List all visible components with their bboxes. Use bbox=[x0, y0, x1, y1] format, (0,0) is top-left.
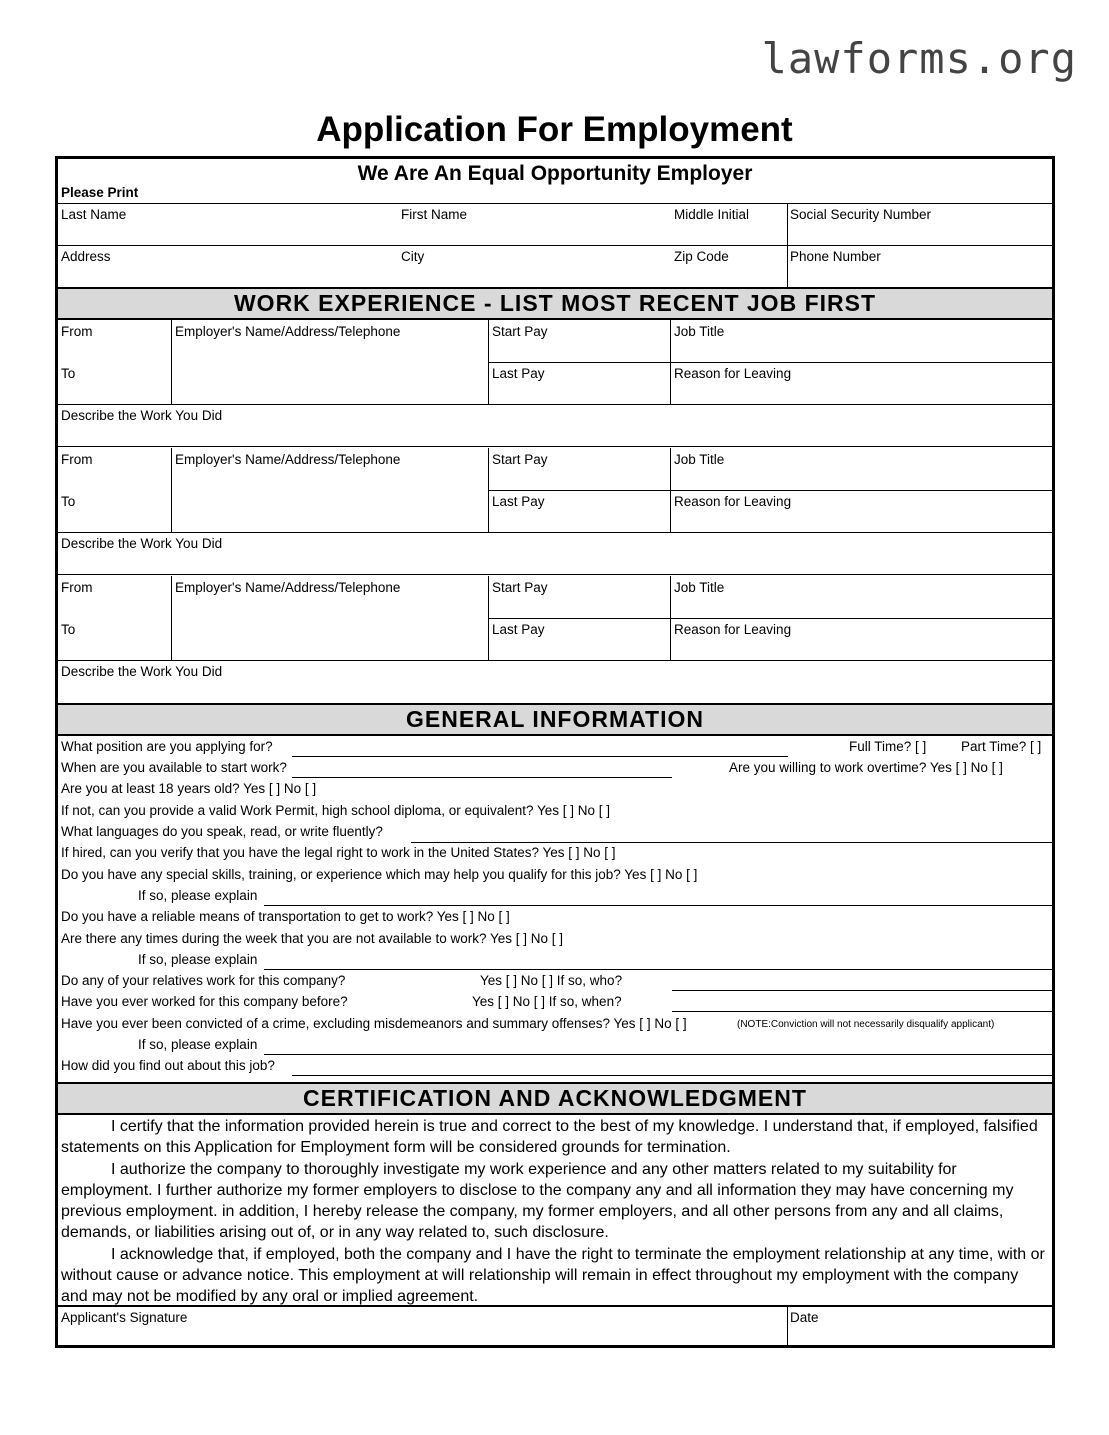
job3-start-pay[interactable]: Start Pay bbox=[492, 580, 548, 595]
job1-describe[interactable]: Describe the Work You Did bbox=[61, 408, 223, 423]
certification-paragraph-2: I authorize the company to thoroughly investigate my work experience and any other matters related to my suitability for employment. I further authorize my former employers to disclose to the company any and all information they may have concerning my previous employment. in addition, I hereby release the company, my former employers, and all other persons from any and all claims, demands, or liabilities arising out of, or in any way related to, such disclosure. bbox=[61, 1160, 1014, 1242]
start-date-question: When are you available to start work? bbox=[61, 760, 287, 775]
middle-initial-label: Middle Initial bbox=[674, 207, 750, 222]
job1-job-title[interactable]: Job Title bbox=[674, 324, 725, 339]
first-name-label: First Name bbox=[401, 207, 468, 222]
signature-field[interactable] bbox=[61, 1310, 187, 1325]
worked-before-yes-no[interactable]: Yes [ ] No [ ] If so, when? bbox=[472, 994, 622, 1009]
general-information-heading: GENERAL INFORMATION bbox=[58, 703, 1052, 736]
job1-last-pay[interactable]: Last Pay bbox=[492, 366, 545, 381]
job3-reason[interactable]: Reason for Leaving bbox=[674, 622, 792, 637]
first-name-field[interactable] bbox=[401, 207, 467, 222]
address-field[interactable] bbox=[61, 249, 111, 264]
overtime-question[interactable]: Are you willing to work overtime? Yes [ ] No [ ] bbox=[729, 760, 1003, 775]
job3-job-title[interactable]: Job Title bbox=[674, 580, 725, 595]
phone-label: Phone Number bbox=[790, 249, 881, 264]
certification-text bbox=[61, 1116, 1046, 1308]
job3-from[interactable]: From bbox=[61, 580, 93, 595]
languages-question: What languages do you speak, read, or write fluently? bbox=[61, 824, 383, 839]
certification-paragraph-1: I certify that the information provided herein is true and correct to the best of my knowledge. I understand that, if employed, falsified statements on this Application for Employment form will be considered grounds for termination. bbox=[61, 1118, 1038, 1157]
position-question: What position are you applying for? bbox=[61, 739, 273, 754]
job1-from[interactable]: From bbox=[61, 324, 93, 339]
zip-label: Zip Code bbox=[674, 249, 729, 264]
relatives-who-input[interactable] bbox=[672, 990, 1052, 991]
transportation-question[interactable]: Do you have a reliable means of transportation to get to work? Yes [ ] No [ ] bbox=[61, 909, 510, 924]
page-title: Application For Employment bbox=[316, 110, 793, 149]
start-date-input[interactable] bbox=[292, 777, 672, 778]
work-experience-heading: WORK EXPERIENCE - LIST MOST RECENT JOB FIRST bbox=[58, 287, 1052, 320]
job-source-input[interactable] bbox=[292, 1075, 1052, 1076]
conviction-explain-label: If so, please explain bbox=[138, 1037, 258, 1052]
job1-start-pay[interactable]: Start Pay bbox=[492, 324, 548, 339]
job3-employer[interactable]: Employer's Name/Address/Telephone bbox=[175, 580, 401, 595]
job2-reason[interactable]: Reason for Leaving bbox=[674, 494, 792, 509]
job1-employer[interactable]: Employer's Name/Address/Telephone bbox=[175, 324, 401, 339]
last-name-field[interactable] bbox=[61, 207, 126, 222]
job1-to[interactable]: To bbox=[61, 366, 76, 381]
job2-employer[interactable]: Employer's Name/Address/Telephone bbox=[175, 452, 401, 467]
special-skills-question[interactable]: Do you have any special skills, training, or experience which may help you qualify for this job? Yes [ ] No [ ] bbox=[61, 867, 698, 882]
full-time-option[interactable]: Full Time? [ ] bbox=[849, 739, 927, 754]
date-field[interactable] bbox=[790, 1310, 819, 1325]
availability-explain-label: If so, please explain bbox=[138, 952, 258, 967]
job3-describe[interactable]: Describe the Work You Did bbox=[61, 664, 223, 679]
zip-field[interactable] bbox=[674, 249, 729, 264]
ssn-label: Social Security Number bbox=[790, 207, 932, 222]
job2-to[interactable]: To bbox=[61, 494, 76, 509]
conviction-explain-input[interactable] bbox=[264, 1054, 1052, 1055]
job2-job-title[interactable]: Job Title bbox=[674, 452, 725, 467]
site-watermark: lawforms.org bbox=[761, 34, 1077, 83]
last-name-label: Last Name bbox=[61, 207, 127, 222]
form-subtitle: We Are An Equal Opportunity Employer bbox=[357, 162, 753, 185]
certification-paragraph-3: I acknowledge that, if employed, both the company and I have the right to terminate the employment relationship at any time, with or without cause or advance notice. This employment at will relationship will remain in effect throughout my employment with the company and may not be modified by any oral or implied agreement. bbox=[61, 1245, 1045, 1306]
job2-start-pay[interactable]: Start Pay bbox=[492, 452, 548, 467]
date-label: Date bbox=[790, 1310, 819, 1325]
conviction-question[interactable]: Have you ever been convicted of a crime, excluding misdemeanors and summary offenses? Yes [ ] No [ ] bbox=[61, 1016, 687, 1031]
job2-from[interactable]: From bbox=[61, 452, 93, 467]
middle-initial-field[interactable] bbox=[674, 207, 749, 222]
signature-label: Applicant's Signature bbox=[61, 1310, 188, 1325]
legal-right-question[interactable]: If hired, can you verify that you have the legal right to work in the United States? Yes [ ] No [ ] bbox=[61, 845, 616, 860]
worked-before-question: Have you ever worked for this company before? bbox=[61, 994, 348, 1009]
availability-explain-input[interactable] bbox=[264, 969, 1052, 970]
position-input[interactable] bbox=[292, 756, 788, 757]
relatives-question: Do any of your relatives work for this company? bbox=[61, 973, 346, 988]
worked-before-when-input[interactable] bbox=[672, 1011, 1052, 1012]
age-question[interactable]: Are you at least 18 years old? Yes [ ] No [ ] bbox=[61, 781, 317, 796]
languages-input[interactable] bbox=[411, 842, 1052, 843]
address-label: Address bbox=[61, 249, 111, 264]
city-field[interactable] bbox=[401, 249, 424, 264]
availability-question[interactable]: Are there any times during the week that you are not available to work? Yes [ ] No [ ] bbox=[61, 931, 564, 946]
phone-field[interactable] bbox=[790, 249, 881, 264]
relatives-yes-no[interactable]: Yes [ ] No [ ] If so, who? bbox=[480, 973, 623, 988]
work-permit-question[interactable]: If not, can you provide a valid Work Permit, high school diploma, or equivalent? Yes [ ] No [ ] bbox=[61, 803, 611, 818]
job-source-question: How did you find out about this job? bbox=[61, 1058, 275, 1073]
job2-describe[interactable]: Describe the Work You Did bbox=[61, 536, 223, 551]
please-print-label: Please Print bbox=[61, 185, 139, 200]
city-label: City bbox=[401, 249, 425, 264]
skills-explain-input[interactable] bbox=[264, 905, 1052, 906]
job2-last-pay[interactable]: Last Pay bbox=[492, 494, 545, 509]
ssn-field[interactable] bbox=[790, 207, 931, 222]
job1-reason[interactable]: Reason for Leaving bbox=[674, 366, 792, 381]
application-form bbox=[55, 156, 1055, 1348]
conviction-note: (NOTE:Conviction will not necessarily disqualify applicant) bbox=[737, 1019, 995, 1030]
job3-to[interactable]: To bbox=[61, 622, 76, 637]
skills-explain-label: If so, please explain bbox=[138, 888, 258, 903]
part-time-option[interactable]: Part Time? [ ] bbox=[961, 739, 1042, 754]
job3-last-pay[interactable]: Last Pay bbox=[492, 622, 545, 637]
certification-heading: CERTIFICATION AND ACKNOWLEDGMENT bbox=[58, 1082, 1052, 1115]
